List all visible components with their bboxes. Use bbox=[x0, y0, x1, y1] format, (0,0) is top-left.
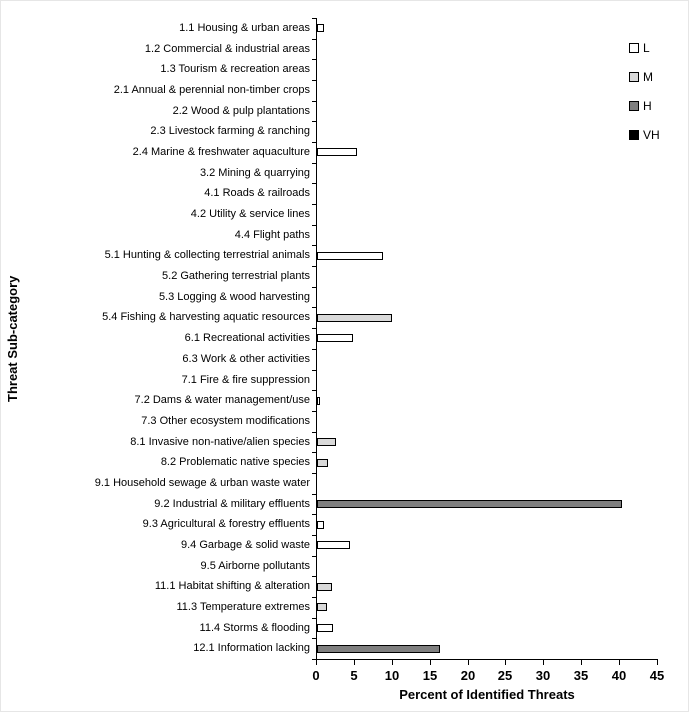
category-label: 8.2 Problematic native species bbox=[160, 456, 310, 469]
x-axis-tick bbox=[657, 660, 658, 665]
y-axis-tick bbox=[312, 121, 316, 122]
legend-item-vh bbox=[629, 130, 660, 140]
y-axis-tick bbox=[312, 142, 316, 143]
category-label: 5.4 Fishing & harvesting aquatic resources bbox=[102, 311, 310, 324]
x-axis-line bbox=[316, 659, 658, 660]
y-axis-tick bbox=[312, 59, 316, 60]
x-tick-label: 25 bbox=[497, 668, 513, 683]
bar-m bbox=[317, 314, 392, 322]
y-axis-tick bbox=[312, 576, 316, 577]
y-axis-tick bbox=[312, 39, 316, 40]
category-label: 9.1 Household sewage & urban waste water bbox=[94, 476, 310, 489]
y-axis-tick bbox=[312, 514, 316, 515]
y-axis-tick bbox=[312, 80, 316, 81]
category-label: 8.1 Invasive non-native/alien species bbox=[130, 435, 310, 448]
y-axis-tick bbox=[312, 638, 316, 639]
y-axis-tick bbox=[312, 452, 316, 453]
bar-l bbox=[317, 148, 357, 156]
category-label: 9.4 Garbage & solid waste bbox=[180, 538, 310, 551]
legend-swatch-m bbox=[629, 72, 639, 82]
bar-h bbox=[317, 500, 622, 508]
category-label: 1.1 Housing & urban areas bbox=[179, 22, 310, 34]
bar-m bbox=[317, 438, 336, 446]
x-axis-tick bbox=[316, 660, 317, 665]
legend-label-h: H bbox=[643, 99, 652, 113]
y-axis-tick bbox=[312, 390, 316, 391]
category-label: 2.1 Annual & perennial non-timber crops bbox=[113, 84, 310, 97]
category-label: 6.3 Work & other activities bbox=[182, 352, 310, 365]
category-label: 9.3 Agricultural & forestry effluents bbox=[142, 518, 310, 531]
y-axis-tick bbox=[312, 245, 316, 246]
x-tick-label: 15 bbox=[422, 668, 438, 683]
category-label: 5.3 Logging & wood harvesting bbox=[158, 290, 310, 303]
y-axis-tick bbox=[312, 225, 316, 226]
bar-l bbox=[317, 541, 350, 549]
category-label: 7.3 Other ecosystem modifications bbox=[141, 414, 310, 427]
bar-l bbox=[317, 397, 320, 405]
bar-m bbox=[317, 583, 332, 591]
category-label: 4.2 Utility & service lines bbox=[190, 208, 310, 221]
x-axis-title: Percent of Identified Threats bbox=[399, 687, 575, 702]
y-axis-tick bbox=[312, 287, 316, 288]
category-label: 5.2 Gathering terrestrial plants bbox=[162, 270, 310, 283]
x-tick-label: 45 bbox=[649, 668, 665, 683]
y-axis-tick bbox=[312, 204, 316, 205]
category-label: 1.3 Tourism & recreation areas bbox=[160, 63, 310, 76]
x-tick-label: 20 bbox=[460, 668, 476, 683]
y-axis-tick bbox=[312, 266, 316, 267]
legend-label-l: L bbox=[643, 41, 650, 55]
x-tick-label: 40 bbox=[611, 668, 627, 683]
y-axis-tick bbox=[312, 328, 316, 329]
y-axis-tick bbox=[312, 101, 316, 102]
legend-item-l bbox=[629, 43, 660, 53]
category-label: 2.2 Wood & pulp plantations bbox=[172, 104, 310, 117]
legend-swatch-h bbox=[629, 101, 639, 111]
x-axis-tick bbox=[581, 660, 582, 665]
bar-l bbox=[317, 252, 383, 260]
legend-item-m bbox=[629, 72, 660, 82]
x-axis-tick bbox=[619, 660, 620, 665]
y-axis-tick bbox=[312, 597, 316, 598]
bar-m bbox=[317, 603, 327, 611]
bar-l bbox=[317, 521, 324, 529]
y-axis-tick bbox=[312, 432, 316, 433]
y-axis-tick bbox=[312, 18, 316, 19]
legend-swatch-vh bbox=[629, 130, 639, 140]
y-axis-tick bbox=[312, 183, 316, 184]
bar-h bbox=[317, 645, 440, 653]
category-label: 11.4 Storms & flooding bbox=[199, 621, 310, 634]
x-axis-tick bbox=[505, 660, 506, 665]
y-axis-tick bbox=[312, 370, 316, 371]
y-axis-tick bbox=[312, 556, 316, 557]
category-label: 5.1 Hunting & collecting terrestrial animals bbox=[104, 249, 310, 262]
y-axis-title: Threat Sub-category bbox=[5, 275, 20, 402]
category-label: 2.3 Livestock farming & ranching bbox=[150, 125, 310, 138]
category-label: 4.4 Flight paths bbox=[234, 228, 310, 241]
x-axis-tick bbox=[392, 660, 393, 665]
y-axis-tick bbox=[312, 349, 316, 350]
y-axis-tick bbox=[312, 494, 316, 495]
y-axis-tick bbox=[312, 618, 316, 619]
category-label: 11.1 Habitat shifting & alteration bbox=[154, 580, 310, 593]
y-axis-tick bbox=[312, 307, 316, 308]
x-tick-label: 10 bbox=[384, 668, 400, 683]
legend-label-vh: VH bbox=[643, 128, 660, 142]
legend-item-h bbox=[629, 101, 660, 111]
legend-swatch-l bbox=[629, 43, 639, 53]
y-axis-tick bbox=[312, 163, 316, 164]
category-label: 11.3 Temperature extremes bbox=[176, 600, 310, 613]
x-tick-label: 35 bbox=[573, 668, 589, 683]
category-label: 6.1 Recreational activities bbox=[184, 332, 310, 345]
bar-l bbox=[317, 24, 324, 32]
category-label: 3.2 Mining & quarrying bbox=[199, 166, 310, 179]
x-tick-label: 0 bbox=[312, 668, 320, 683]
category-label: 4.1 Roads & railroads bbox=[204, 187, 310, 200]
x-tick-label: 5 bbox=[350, 668, 358, 683]
y-axis-tick bbox=[312, 535, 316, 536]
bar-l bbox=[317, 624, 333, 632]
category-label: 2.4 Marine & freshwater aquaculture bbox=[132, 146, 310, 159]
x-tick-label: 30 bbox=[535, 668, 551, 683]
category-label: 9.2 Industrial & military effluents bbox=[154, 497, 310, 510]
x-axis-tick bbox=[354, 660, 355, 665]
x-axis-tick bbox=[543, 660, 544, 665]
category-label: 1.2 Commercial & industrial areas bbox=[144, 42, 310, 55]
category-label: 9.5 Airborne pollutants bbox=[200, 559, 310, 572]
legend-label-m: M bbox=[643, 70, 653, 84]
category-label: 7.1 Fire & fire suppression bbox=[181, 373, 310, 386]
y-axis-tick bbox=[312, 473, 316, 474]
category-label: 7.2 Dams & water management/use bbox=[134, 394, 310, 407]
x-axis-tick bbox=[468, 660, 469, 665]
y-axis-tick bbox=[312, 411, 316, 412]
category-label: 12.1 Information lacking bbox=[193, 642, 310, 655]
bar-l bbox=[317, 334, 353, 342]
bar-m bbox=[317, 459, 328, 467]
x-axis-tick bbox=[430, 660, 431, 665]
legend bbox=[629, 43, 660, 159]
